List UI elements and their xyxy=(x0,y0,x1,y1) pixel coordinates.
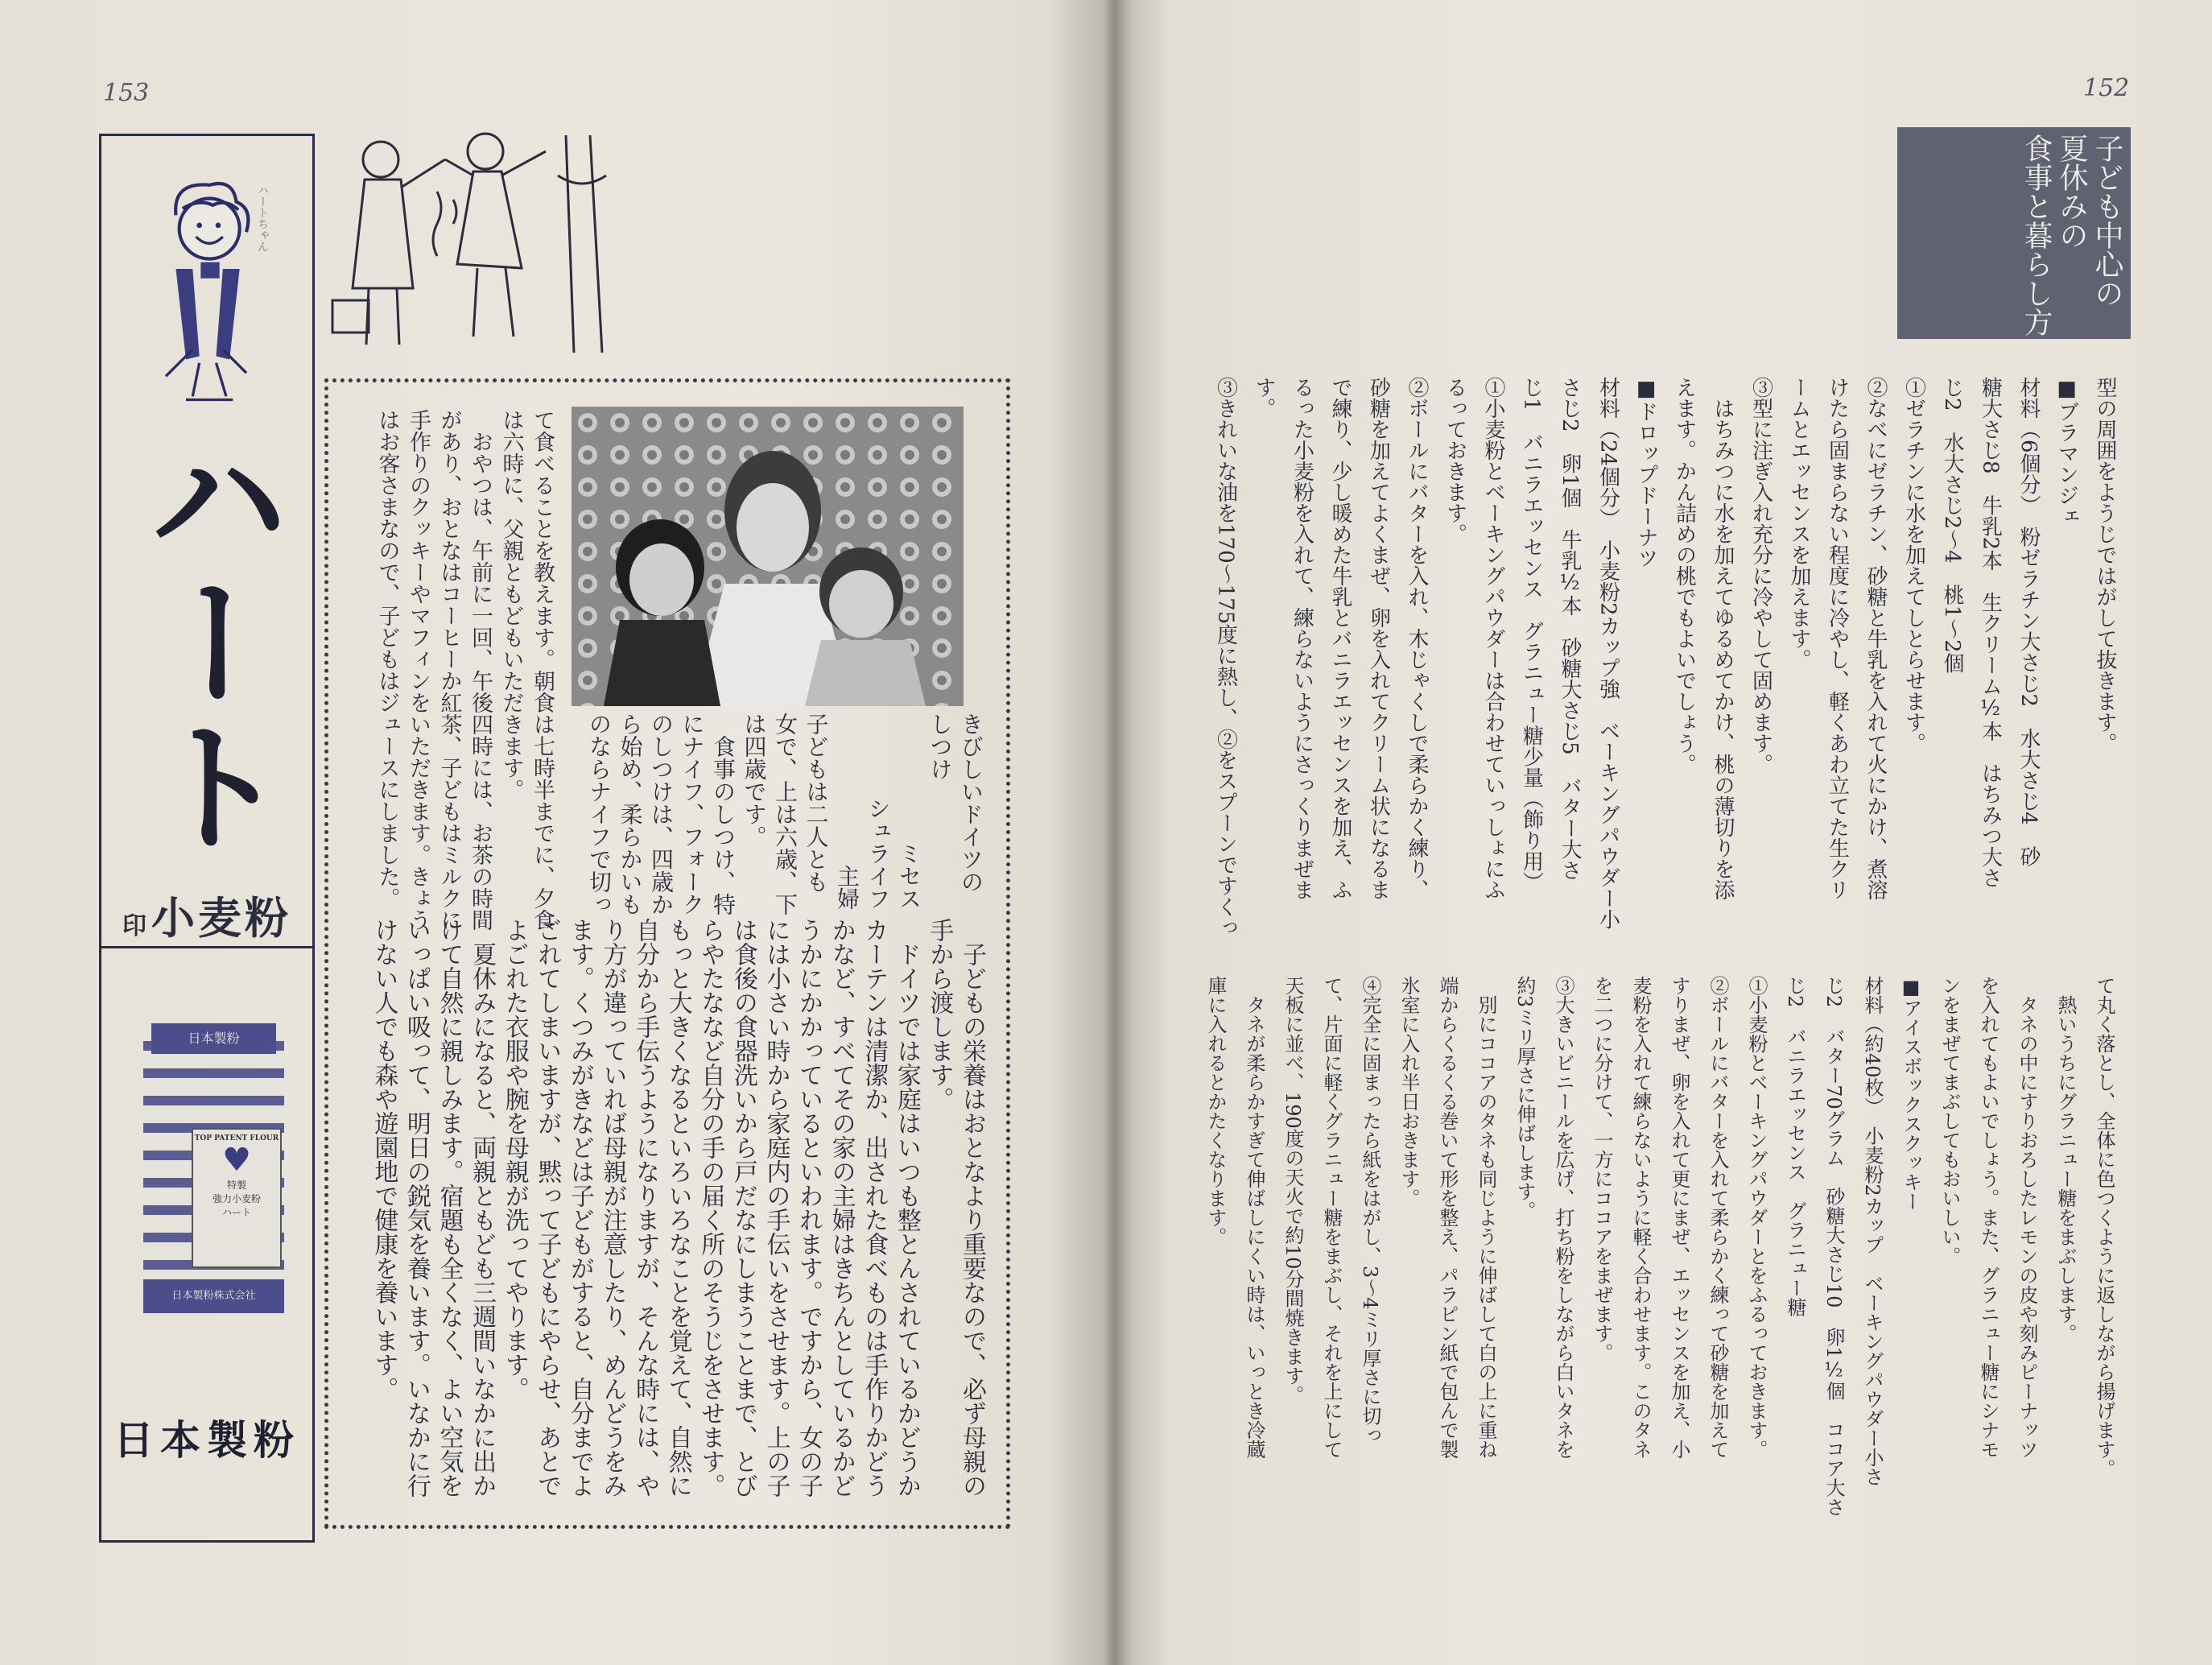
text-column: ②ボールにバターを入れ、木じゃくしで柔らかく練り、 xyxy=(1405,377,1429,900)
text-column: り方が違っていれば母親が注意したり、めんどうをみ xyxy=(598,918,627,1498)
heart-icon: ♥ xyxy=(222,1142,251,1179)
text-column: ①ゼラチンに水を加えてしとらせます。 xyxy=(1901,377,1926,754)
text-column: はお客さまなので、子どもはジュースにしました。 xyxy=(374,409,400,909)
text-column: す。 xyxy=(1252,377,1276,419)
text-column: のしつけは、四歳か xyxy=(648,713,675,915)
text-column: ドイツでは家庭はいつも整とんされているかどうか xyxy=(892,918,921,1498)
text-column: じ2 バター70グラム 砂糖大さじ10 卵1½個 ココア大さ xyxy=(1822,976,1845,1517)
bag-name: 強力小麦粉 xyxy=(212,1193,261,1204)
text-column: ら始め、柔らかいも xyxy=(617,713,644,915)
text-column: て食べることを教えます。朝食は七時半までに、夕食 xyxy=(530,409,555,931)
text-column: は食後の食器洗いから戸だなにしまうことまで、とび xyxy=(728,918,757,1498)
text-column: ミセス xyxy=(896,842,922,910)
family-photo xyxy=(572,407,964,706)
text-column: ③型に注ぎ入れ充分に冷やして固めます。 xyxy=(1748,377,1773,775)
bag-bottom-band: 日本製粉株式会社 xyxy=(143,1279,284,1313)
text-column: るった小麦粉を入れて、練らないようにさっくりまぜま xyxy=(1290,377,1314,900)
text-column: よごれた衣服や腕を母親が洗ってやります。 xyxy=(500,918,529,1401)
text-column: タネの中にすりおろしたレモンの皮や刻みピーナッツ xyxy=(2016,976,2038,1459)
text-column: タネが柔らかすぎて伸ばしにくい時は、いっとき冷蔵 xyxy=(1243,976,1265,1459)
text-column: ■ブラマンジェ xyxy=(2054,377,2079,527)
recipe-lower-columns xyxy=(1196,976,2123,1556)
text-column: おやつは、午前に一回、午後四時には、お茶の時間 xyxy=(468,409,493,931)
page-number-right: 152 xyxy=(2083,74,2130,102)
text-column: 別にココアのタネも同じように伸ばして白の上に重ね xyxy=(1475,976,1497,1459)
text-column: 子どもの栄養はおとなより重要なので、必ず母親の xyxy=(958,918,986,1498)
text-column: 約3ミリ厚さに伸ばします。 xyxy=(1513,976,1536,1221)
product-name: 小麦粉 xyxy=(151,893,291,944)
text-column: にナイフ、フォーク xyxy=(679,713,706,915)
text-column: 手から渡します。 xyxy=(925,918,954,1111)
text-column: ンをまぜてまぶしてもおいしい。 xyxy=(1938,976,1961,1266)
text-column: いっぱい吸って、明日の鋭気を養います。いなかに行 xyxy=(402,918,431,1498)
bag-top-band: 日本製粉 xyxy=(151,1023,276,1054)
text-column: ②ボールにバターを入れて柔らかく練って砂糖を加えて xyxy=(1706,976,1729,1459)
text-column: 女で、上は六歳、下 xyxy=(772,713,799,915)
text-column: けたら固まらない程度に冷やし、軽くあわ立てた生クリ xyxy=(1825,377,1850,900)
product-prefix: 印 xyxy=(122,912,147,940)
text-column: を入れてもよいでしょう。また、グラニュー糖にシナモ xyxy=(1977,976,1999,1459)
text-column: 食事と暮らし方 xyxy=(2020,134,2053,337)
text-column: じ2 バニラエッセンス グラニュー糖 xyxy=(1784,976,1806,1317)
mascot-caption: ハートちゃん xyxy=(256,184,269,252)
text-column: しつけ xyxy=(926,713,954,780)
text-column: 手作りのクッキーやマフィンをいただきます。きょう xyxy=(406,409,431,931)
text-column: ③きれいな油を170〜175度に熱し、②をスプーンですくっ xyxy=(1213,377,1238,939)
text-column: 材料（約40枚） 小麦粉2カップ ベーキングパウダー小さ xyxy=(1861,976,1884,1486)
text-column: 麦粉を入れて練らないように軽く合わせます。このタネ xyxy=(1629,976,1652,1459)
text-column: きびしいドイツの xyxy=(958,713,984,893)
article-header-columns xyxy=(584,713,986,915)
text-column: は四歳です。 xyxy=(741,713,768,848)
text-column: 材料（24個分） 小麦粉2カップ強 ベーキングパウダー小 xyxy=(1595,377,1620,930)
text-column: ①小麦粉とベーキングパウダーとをふるっておきます。 xyxy=(1745,976,1768,1459)
text-column: 材料（6個分） 粉ゼラチン大さじ2 水大さじ4 砂 xyxy=(2016,377,2041,867)
text-column: すりまぜ、卵を入れて更にまぜ、エッセンスを加え、小 xyxy=(1668,976,1690,1459)
text-column: て、片面に軽くグラニュー糖をまぶし、それを上にして xyxy=(1320,976,1343,1459)
flour-advertisement xyxy=(99,134,315,1543)
mascot-girl-illustration xyxy=(146,168,266,410)
text-column: らやたななど自分の手の届く所のそうじをさせます。 xyxy=(696,918,725,1498)
text-column: 子ども中心の xyxy=(2090,134,2123,308)
text-column: ②なべにゼラチン、砂糖と牛乳を入れて火にかけ、煮溶 xyxy=(1863,377,1888,900)
text-column: 端からくるくる巻いて形を整え、パラピン紙で包んで製 xyxy=(1436,976,1459,1459)
text-column: 型の周囲をようじではがして抜きます。 xyxy=(2093,377,2117,754)
text-column: ごれてしまいますが、黙って子どもにやらせ、あとで xyxy=(533,918,562,1498)
maker-name: 日本製粉 xyxy=(113,1417,300,1464)
text-column: は六時に、父親ともどもいただきます。 xyxy=(498,409,524,800)
text-column: もっと大きくなるといろいろなことを覚えて、自然に xyxy=(663,918,692,1498)
text-column: ④完全に固まったら紙をはがし、3〜4ミリ厚さに切っ xyxy=(1359,976,1381,1445)
text-column: カーテンは清潔か、出された食べものは手作りかどう xyxy=(860,918,889,1498)
text-column: 食事のしつけ、特 xyxy=(710,713,737,915)
text-column: で練り、少し暖めた牛乳とバニラエッセンスを加え、ふ xyxy=(1328,377,1352,900)
flour-bag-illustration xyxy=(143,1023,284,1313)
children-sketch-illustration xyxy=(324,127,630,357)
text-column: 庫に入れるとかたくなります。 xyxy=(1204,976,1227,1246)
text-column: 主婦 xyxy=(834,865,860,910)
text-column: 自分から手伝うようになりますが、そんな時には、や xyxy=(631,918,660,1498)
text-column: 砂糖を加えてよくまぜ、卵を入れてクリーム状になるま xyxy=(1366,377,1391,900)
text-column: て丸く落とし、全体に色つくように返しながら揚げます。 xyxy=(2093,976,2115,1478)
text-column: るっておきます。 xyxy=(1442,377,1467,544)
text-column: 熱いうちにグラニュー糖をまぶします。 xyxy=(2054,976,2077,1343)
text-column: はちみつに水を加えてゆるめてかけ、桃の薄切りを添 xyxy=(1711,377,1735,900)
text-column: 夏休みの xyxy=(2055,134,2088,250)
text-column: のならナイフで切っ xyxy=(586,713,613,915)
text-column: シュライフ xyxy=(865,797,892,910)
text-column: 夏休みになると、両親ともども三週間いなかに出か xyxy=(468,918,497,1498)
bag-label: TOP PATENT FLOUR xyxy=(194,1134,279,1142)
text-column: うかにかかっているといわれます。ですから、女の子 xyxy=(794,918,823,1498)
text-column: 氷室に入れ半日おきます。 xyxy=(1397,976,1420,1208)
feature-title-box xyxy=(1897,127,2131,339)
article-lower-columns xyxy=(366,918,988,1522)
text-column: があり、おとなはコーヒーか紅茶、子どもはミルクに xyxy=(436,409,462,931)
recipe-upper-columns xyxy=(1206,377,2123,952)
feature-title xyxy=(2018,134,2124,337)
text-column: ①小麦粉とベーキングパウダーは合わせていっしょにふ xyxy=(1481,377,1505,900)
text-column: けない人でも森や遊園地で健康を養います。 xyxy=(369,918,398,1401)
text-column: ■ドロップドーナツ xyxy=(1634,377,1658,568)
brand-name: ハート xyxy=(123,426,290,856)
text-column: には小さい時から家庭内の手伝いをさせます。上の子 xyxy=(761,918,790,1498)
text-column: を二つに分けて、一方にココアをまぜます。 xyxy=(1591,976,1613,1362)
text-column: ームとエッセンスを加えます。 xyxy=(1787,377,1811,670)
text-column: けて自然に親しみます。宿題も全くなく、よい空気を xyxy=(435,918,464,1498)
text-column: じ1 バニラエッセンス グラニュー糖少量（飾り用） xyxy=(1519,377,1544,893)
bag-kind: 特製 xyxy=(226,1180,246,1191)
text-column: ■アイスボックスクッキー xyxy=(1900,976,1922,1211)
text-column: ③大きいビニールを広げ、打ち粉をしながら白いタネを xyxy=(1552,976,1574,1459)
text-column: ます。くつみがきなどは子どもがすると、自分までよ xyxy=(565,918,594,1498)
text-column: 天板に並べ、190度の天火で約10分間焼きます。 xyxy=(1281,976,1304,1405)
text-column: さじ2 卵1個 牛乳½本 砂糖大さじ5 バター大さ xyxy=(1558,377,1582,881)
text-column: 子どもは二人とも xyxy=(803,713,830,893)
product-label xyxy=(101,893,312,948)
text-column: じ2 水大さじ2〜4 桃1〜2個 xyxy=(1940,377,1964,674)
page-number-left: 153 xyxy=(103,79,150,107)
article-upper-columns xyxy=(371,409,557,931)
bag-brand: ハート xyxy=(221,1207,251,1218)
text-column: かなど、すべてその家の主婦はきちんとしているかど xyxy=(827,918,856,1498)
text-column: えます。かん詰めの桃でもよいでしょう。 xyxy=(1672,377,1697,775)
text-column: 糖大さじ8 牛乳2本 生クリーム½本 はちみつ大さ xyxy=(1978,377,2003,889)
